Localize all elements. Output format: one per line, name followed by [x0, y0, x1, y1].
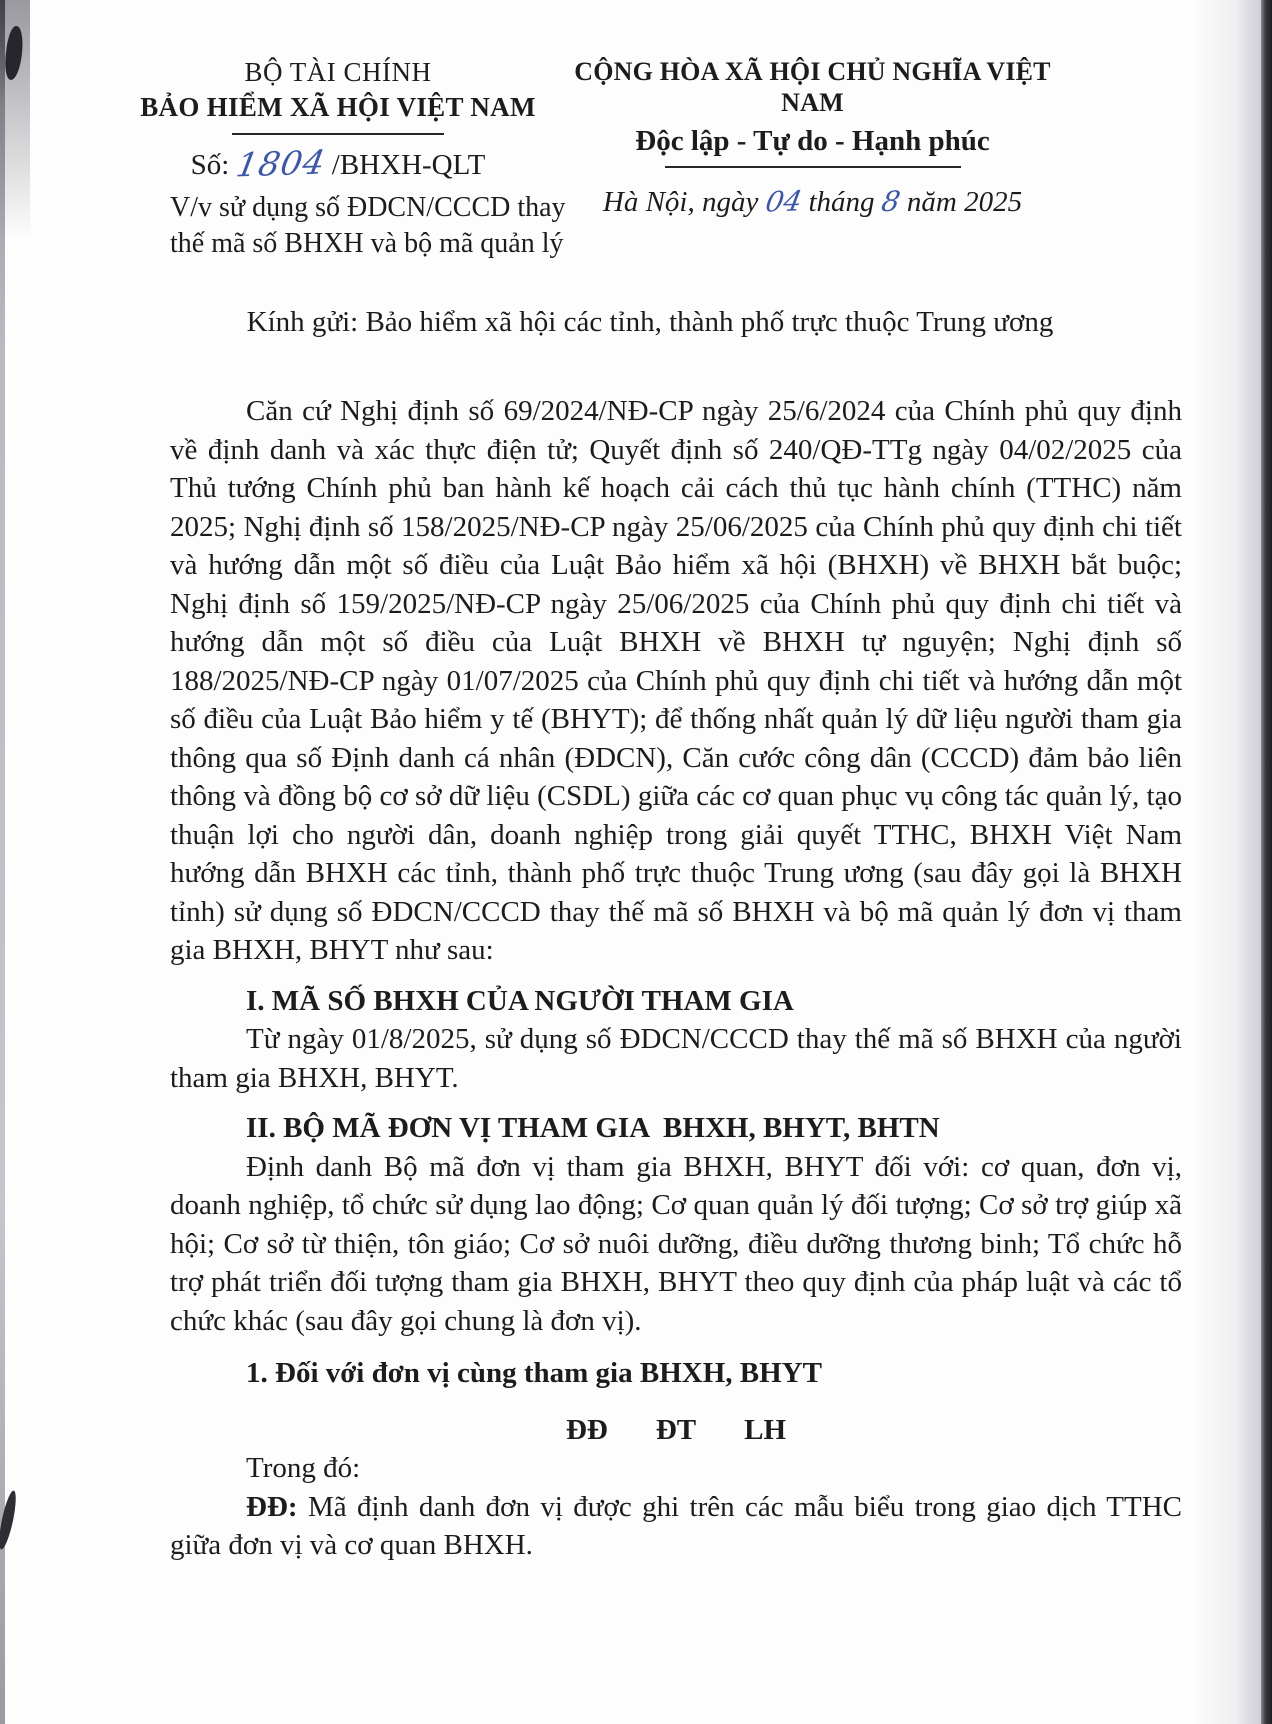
national-motto: Độc lập - Tự do - Hạnh phúc: [635, 125, 990, 158]
ministry-name: BỘ TÀI CHÍNH: [244, 57, 432, 87]
subject-line-2: thế mã số BHXH và bộ mã quản lý: [170, 228, 564, 259]
dd-definition-text: Mã định danh đơn vị được ghi trên các mẫu biểu trong giao dịch TTHC giữa đơn vị và cơ quan BHXH.: [170, 1490, 1183, 1561]
section-2-heading: II. BỘ MÃ ĐƠN VỊ THAM GIA BHXH, BHYT, BHTN: [246, 1112, 940, 1144]
date-suffix: năm 2025: [906, 186, 1023, 219]
document-number-line: [126, 142, 550, 185]
national-header-block: [540, 56, 1085, 220]
date-mid: tháng: [808, 186, 875, 219]
dd-definition-paragraph: [170, 1488, 1182, 1565]
motto-underline: [665, 166, 961, 168]
agency-name: BẢO HIỂM XÃ HỘI VIỆT NAM: [140, 92, 536, 123]
country-title: CỘNG HÒA XÃ HỘI CHỦ NGHĨA VIỆT NAM: [574, 57, 1051, 118]
legal-basis-paragraph: Căn cứ Nghị định số 69/2024/NĐ-CP ngày 25/6/2024 của Chính phủ quy định về định danh và xác thực điện tử; Quyết định số 240/QĐ-TTg ngày 04/02/2025 của Thủ tướng Chính phủ ban hành kế hoạch cải cách thủ tục hành chính (TTHC) năm 2025; Nghị định số 158/2025/NĐ-CP ngày 25/06/2025 của Chính phủ quy định chi tiết và hướng dẫn một số điều của Luật Bảo hiểm xã hội (BHXH) về BHXH bắt buộc; Nghị định số 159/2025/NĐ-CP ngày 25/06/2025 của Chính phủ quy định chi tiết và hướng dẫn một số điều của Luật BHXH về BHXH tự nguyện; Nghị định số 188/2025/NĐ-CP ngày 01/07/2025 của Chính phủ quy định chi tiết và hướng dẫn một số điều của Luật Bảo hiểm y tế (BHYT); để thống nhất quản lý dữ liệu người tham gia thông qua số Định danh cá nhân (ĐDCN), Căn cước công dân (CCCD) đảm bảo liên thông và đồng bộ cơ sở dữ liệu (CSDL) giữa các cơ quan phục vụ công tác quản lý, tạo thuận lợi cho người dân, doanh nghiệp trong giải quyết TTHC, BHXH Việt Nam hướng dẫn BHXH các tỉnh, thành phố trực thuộc Trung ương (sau đây gọi là BHXH tỉnh) sử dụng số ĐDCN/CCCD thay thế mã số BHXH và bộ mã quản lý đơn vị tham gia BHXH, BHYT như sau:: [170, 395, 1182, 966]
code-dd: ĐĐ: [565, 1413, 608, 1446]
section-2-paragraph: Định danh Bộ mã đơn vị tham gia BHXH, BHYT đối với: cơ quan, đơn vị, doanh nghiệp, tổ chức sử dụng lao động; Cơ quan quản lý đối tượng; Cơ sở trợ giúp xã hội; Cơ sở từ thiện, tôn giáo; Cơ sở nuôi dưỡng, điều dưỡng thương binh; Tổ chức hỗ trợ phát triển đối tượng tham gia BHXH, BHYT theo quy định của pháp luật và các tổ chức khác (sau đây gọi chung là đơn vị).: [170, 1150, 1182, 1337]
section-1-heading: I. MÃ SỐ BHXH CỦA NGƯỜI THAM GIA: [246, 984, 794, 1017]
date-day-handwritten: 04: [762, 184, 805, 219]
place-date-line: [540, 185, 1085, 220]
subject-line-1: V/v sử dụng số ĐDCN/CCCD thay: [170, 192, 566, 223]
scan-edge-right-gray: [1237, 0, 1263, 1724]
unit-code-formula: [170, 1411, 1182, 1450]
in-which-label: Trong đó:: [246, 1452, 361, 1484]
document-number-handwritten: 1804: [232, 142, 329, 185]
subsection-1-heading: 1. Đối với đơn vị cùng tham gia BHXH, BHYT: [246, 1357, 822, 1389]
date-prefix: Hà Nội, ngày: [602, 186, 759, 219]
document-number-label: Số:: [190, 148, 230, 181]
issuing-agency-block: [126, 56, 550, 183]
date-month-handwritten: 8: [878, 184, 903, 219]
section-1-paragraph: Từ ngày 01/8/2025, sử dụng số ĐDCN/CCCD thay thế mã số BHXH của người tham gia BHXH, BHYT.: [170, 1023, 1182, 1094]
code-lh: LH: [744, 1413, 787, 1446]
code-dt: ĐT: [655, 1413, 697, 1446]
scan-edge-right-dark: [1261, 0, 1272, 1724]
document-number-suffix: /BHXH-QLT: [331, 148, 486, 181]
scan-edge-left: [0, 0, 5, 1724]
letter-body: [170, 392, 1182, 1565]
dd-term: ĐĐ:: [246, 1490, 298, 1523]
recipient-line: Kính gửi: Bảo hiểm xã hội các tỉnh, thành phố trực thuộc Trung ương: [246, 306, 1054, 338]
agency-underline: [232, 133, 444, 135]
subject-abstract: [170, 190, 570, 262]
